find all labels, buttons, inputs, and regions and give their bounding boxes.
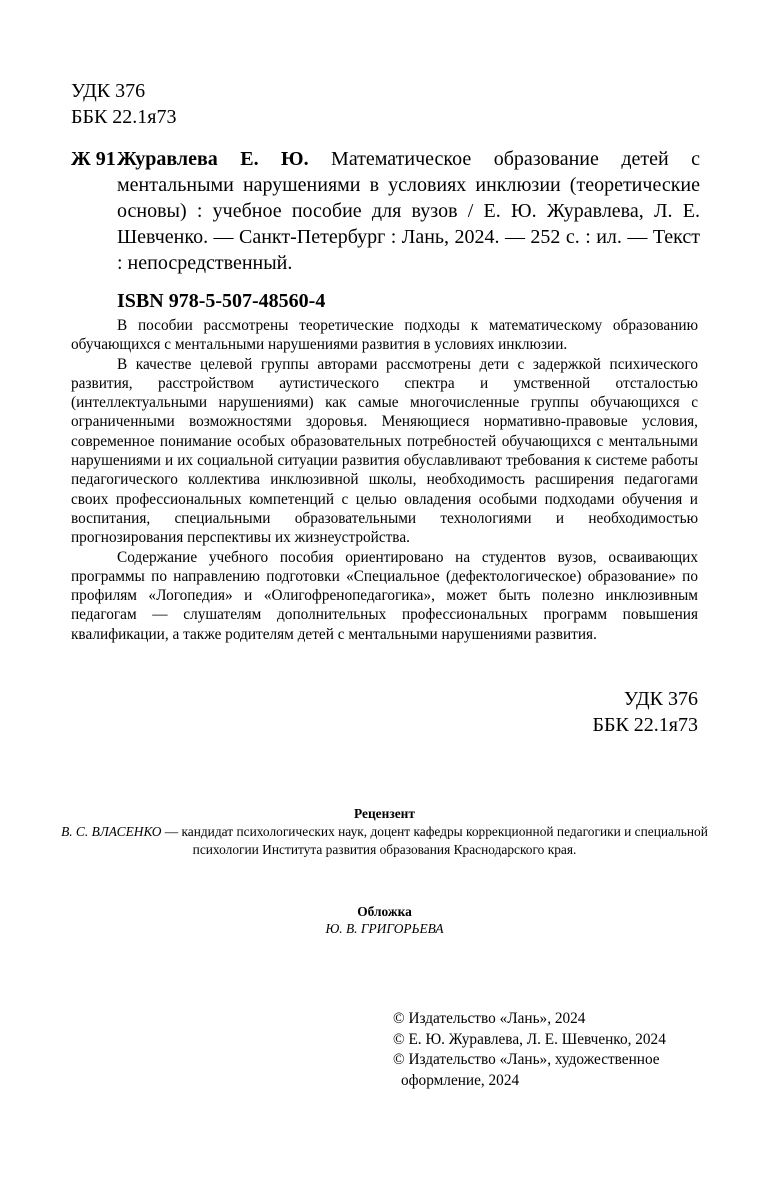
cover-section [61, 903, 708, 937]
udk-code-bottom: УДК 376 [623, 688, 698, 710]
annotation-paragraph: Содержание учебного пособия ориентировано на студентов вузов, осваивающих программы по направлению подготовки «Специальное (дефектологическое) образование» по профилям «Логопедия» и «Олигофренопедагогика», может быть полезно инклюзивным педагогам — слушателям дополнительных профессиональных программ повышения квалификации, а также родителям детей с ментальными нарушениями развития. [71, 548, 698, 643]
copyright-line: © Е. Ю. Журавлева, Л. Е. Шевченко, 2024 [393, 1030, 666, 1048]
author-mark: Ж 91 [71, 148, 116, 170]
bibliographic-text: Математическое образование детей с ментальными нарушениями в условиях инклюзии (теоретические основы) : учебное пособие для вузов / Е. Ю. Журавлева, Л. Е. Шевченко. — Санкт-Петербург : Лань, 2024. — 252 с. : ил. — Текст : непосредственный. [117, 148, 701, 274]
annotation-paragraph: В качестве целевой группы авторами рассмотрены дети с задержкой психического развития, расстройством аутистического спектра и умственной отсталостью (интеллектуальными нарушениями) как самые многочисленные группы обучающихся с ограниченными возможностями здоровья. Меняющиеся нормативно-правовые условия, современное понимание особых образовательных потребностей обучающихся с ментальными нарушениями и их социальной ситуации развития обуславливают требования к системе работы педагогического коллектива инклюзивной школы, необходимость расширения педагогами своих профессиональных компетенций с целью овладения особыми подходами обучения и воспитания, специальными образовательными технологиями и необходимостью прогнозирования перспективы их жизнеустройства. [71, 355, 698, 547]
reviewer-heading: Рецензент [354, 806, 415, 821]
reviewer-name: В. С. ВЛАСЕНКО [61, 824, 162, 839]
reviewer-description: — кандидат психологических наук, доцент кафедры коррекционной педагогики и специальной психологии Института развития образования Краснодарского края. [161, 824, 708, 857]
bbk-code-top: ББК 22.1я73 [71, 106, 177, 128]
reviewer-info [61, 823, 708, 859]
isbn: ISBN 978-5-507-48560-4 [117, 290, 326, 312]
annotation-paragraph: В пособии рассмотрены теоретические подходы к математическому образованию обучающихся с ментальными нарушениями развития в условиях инклюзии. [71, 317, 698, 354]
bbk-code-bottom: ББК 22.1я73 [592, 714, 698, 736]
copyright-line: © Издательство «Лань», 2024 [393, 1010, 586, 1027]
copyright-block [393, 1009, 713, 1091]
bibliographic-description [117, 146, 700, 276]
copyright-line: оформление, 2024 [401, 1071, 520, 1089]
udk-code-top: УДК 376 [71, 80, 146, 102]
cover-designer-name: Ю. В. ГРИГОРЬЕВА [325, 921, 444, 936]
copyright-line: © Издательство «Лань», художественное [393, 1051, 660, 1068]
bottom-classification-codes [592, 686, 698, 738]
cover-heading: Обложка [357, 904, 412, 919]
reviewer-section [61, 805, 708, 859]
annotation [71, 316, 698, 644]
author-name: Журавлева Е. Ю. [117, 148, 309, 170]
top-classification-codes [71, 78, 177, 130]
bibliographic-record [71, 146, 700, 276]
